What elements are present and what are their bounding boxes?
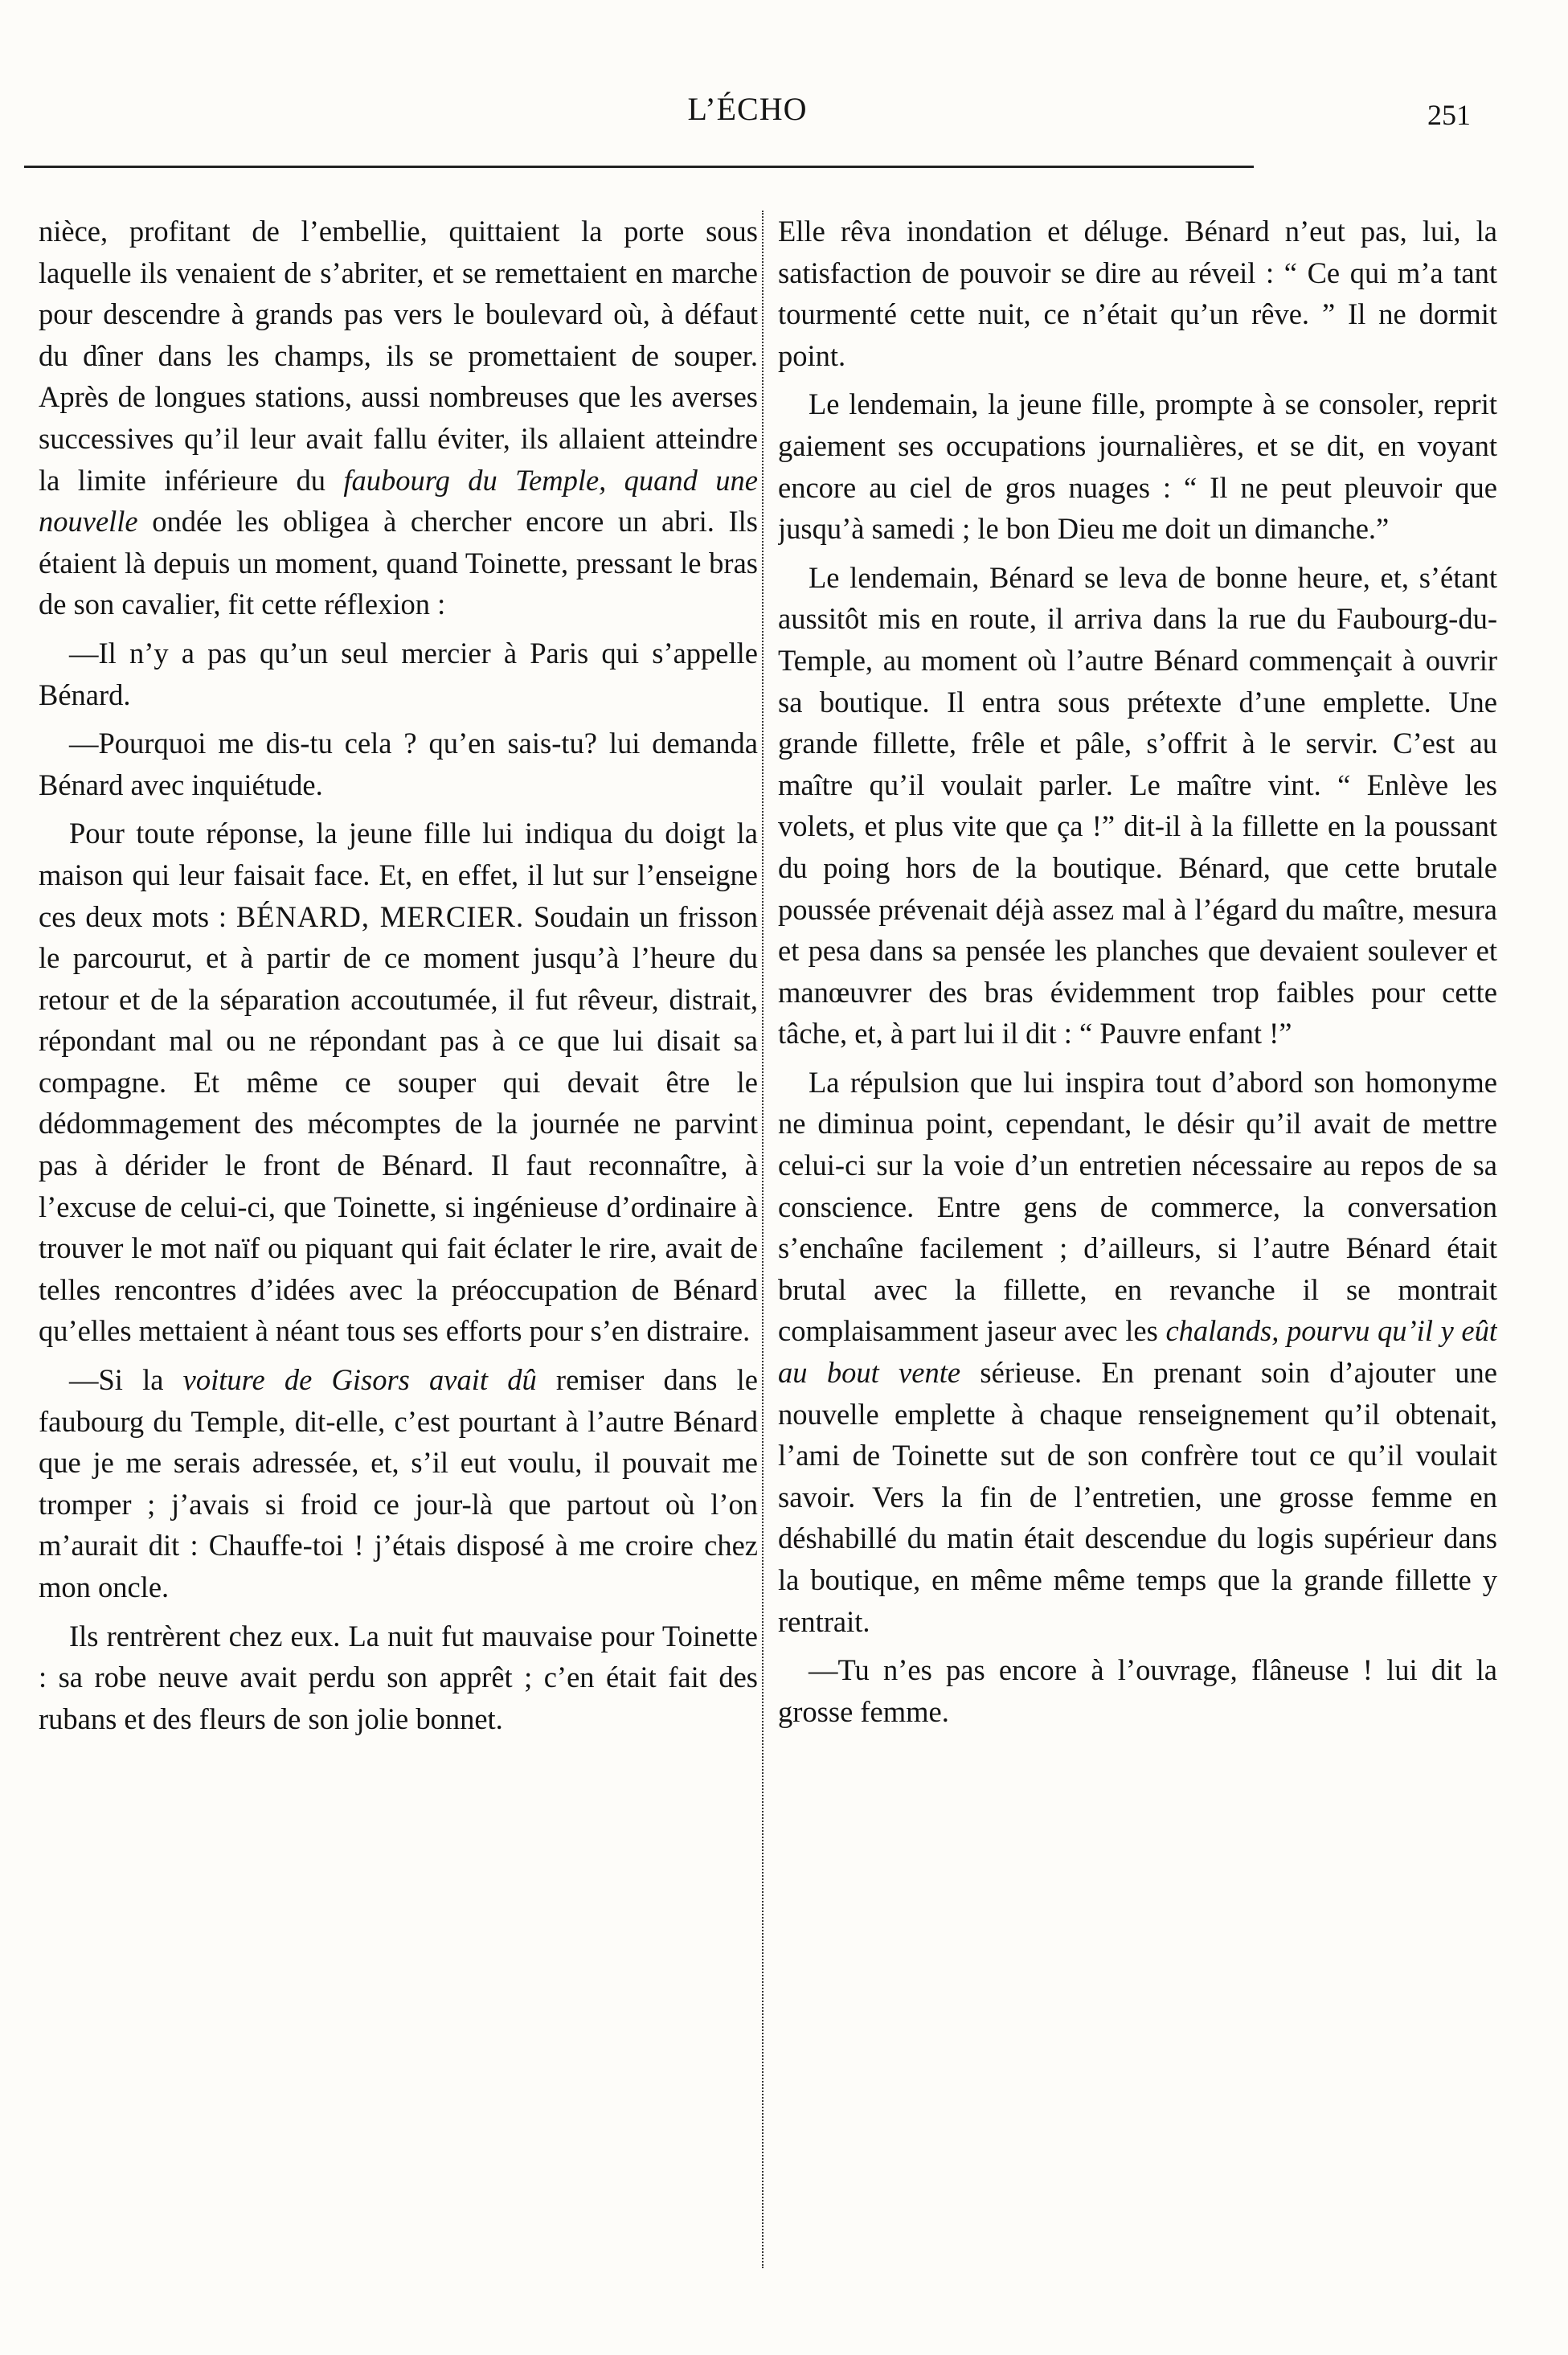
paragraph: —Tu n’es pas encore à l’ouvrage, flâneuse ! lui dit la grosse femme. bbox=[778, 1653, 1497, 1728]
paragraph: Pour toute réponse, la jeune fille lui indiqua du doigt la maison qui leur faisait face. Et, en effet, il lut sur l’enseigne ces deux mots : BÉNARD, MERCIER. Soudain un frisson le parcourut, et à partir de ce moment jusqu’à l’heure du retour et de la séparation accoutumée, il fut rêveur, distrait, répondant mal ou ne répondant pas à ce que lui disait sa compagne. Et même ce souper qui devait être le dédommagement des mécomptes de la journée ne parvint pas à dérider le front de Bénard. Il faut reconnaître, à l’excuse de celui-ci, que Toinette, si ingénieuse d’ordinaire à trouver le mot naïf ou piquant qui fait éclater le rire, avait de telles rencontres d’idées avec la préoccupation de Bénard qu’elles mettaient à néant tous ses efforts pour s’en distraire. bbox=[39, 817, 758, 1348]
shop-sign-text: BÉNARD, MERCIER. bbox=[235, 899, 525, 933]
running-title: L’ÉCHO bbox=[687, 91, 808, 127]
paragraph: Ils rentrèrent chez eux. La nuit fut mauvaise pour Toinette : sa robe neuve avait perdu son apprêt ; c’en était fait des rubans et des fleurs de son jolie bonnet. bbox=[39, 1619, 758, 1735]
paragraph: La répulsion que lui inspira tout d’abord son homonyme ne diminua point, cependant, le désir qu’il avait de mettre celui-ci sur la voie d’un entretien nécessaire au repos de sa conscience. Entre gens de commerce, la conversation s’enchaîne facilement ; d’ailleurs, si l’autre Bénard était brutal avec la fillette, en revanche il se montrait complaisamment jaseur avec les chalands, pourvu qu’il y eût au bout vente sérieuse. En prenant soin d’ajouter une nouvelle emplette à chaque renseignement qu’il obtenait, l’ami de Toinette sut de son confrère tout ce qu’il voulait savoir. Vers la fin de l’entretien, une grosse femme en déshabillé du matin était descendue du logis supérieur dans la boutique, en même même temps que la grande fillette y rentrait. bbox=[778, 1065, 1497, 1638]
page-number: 251 bbox=[1427, 99, 1471, 131]
column-divider bbox=[762, 211, 764, 2268]
right-column bbox=[778, 211, 1497, 2268]
paragraph: nièce, profitant de l’embellie, quittaient la porte sous laquelle ils venaient de s’abriter, et se remettaient en marche pour descendre à grands pas vers le boulevard où, à défaut du dîner dans les champs, ils se promettaient de souper. Après de longues stations, aussi nombreuses que les averses successives qu’il leur avait fallu éviter, ils allaient atteindre la limite inférieure du faubourg du Temple, quand une nouvelle ondée les obligea à chercher encore un abri. Ils étaient là depuis un moment, quand Toinette, pressant le bras de son cavalier, fit cette réflexion : bbox=[39, 215, 758, 621]
running-head bbox=[24, 87, 1471, 135]
paragraph: —Pourquoi me dis-tu cela ? qu’en sais-tu? lui demanda Bénard avec inquiétude. bbox=[39, 727, 758, 801]
paragraph: —Si la voiture de Gisors avait dû remiser dans le faubourg du Temple, dit-elle, c’est pourtant à l’autre Bénard que je me serais adressée, et, s’il eut voulu, il pouvait me tromper ; j’avais si froid ce jour-là que partout où l’on m’aurait dit : Chauffe-toi ! j’étais disposé à me croire chez mon oncle. bbox=[39, 1363, 758, 1603]
left-column bbox=[39, 211, 758, 2268]
header-rule bbox=[24, 166, 1254, 168]
paragraph: Le lendemain, la jeune fille, prompte à se consoler, reprit gaiement ses occupations journalières, et se dit, en voyant encore au ciel de gros nuages : “ Il ne peut pleuvoir que jusqu’à samedi ; le bon Dieu me doit un dimanche.” bbox=[778, 387, 1497, 546]
paragraph: Le lendemain, Bénard se leva de bonne heure, et, s’étant aussitôt mis en route, il arriva dans la rue du Faubourg-du-Temple, au moment où l’autre Bénard commençait à ouvrir sa boutique. Il entra sous prétexte d’une emplette. Une grande fillette, frêle et pâle, s’offrit à le servir. C’est au maître qu’il voulait parler. Le maître vint. “ Enlève les volets, et plus vite que ça !” dit-il à la fillette en la poussant du poing hors de la boutique. Bénard, que cette brutale poussée prévenait déjà assez mal à l’égard du maître, mesura et pesa dans sa pensée les planches que devaient soulever et manœuvrer des bras évidemment trop faibles pour cette tâche, et, à part lui il dit : “ Pauvre enfant !” bbox=[778, 560, 1497, 1051]
paragraph: —Il n’y a pas qu’un seul mercier à Paris qui s’appelle Bénard. bbox=[39, 636, 758, 711]
paragraph: Elle rêva inondation et déluge. Bénard n’eut pas, lui, la satisfaction de pouvoir se dire au réveil : “ Ce qui m’a tant tourmenté cette nuit, ce n’était qu’un rêve. ” Il ne dormit point. bbox=[778, 215, 1497, 372]
